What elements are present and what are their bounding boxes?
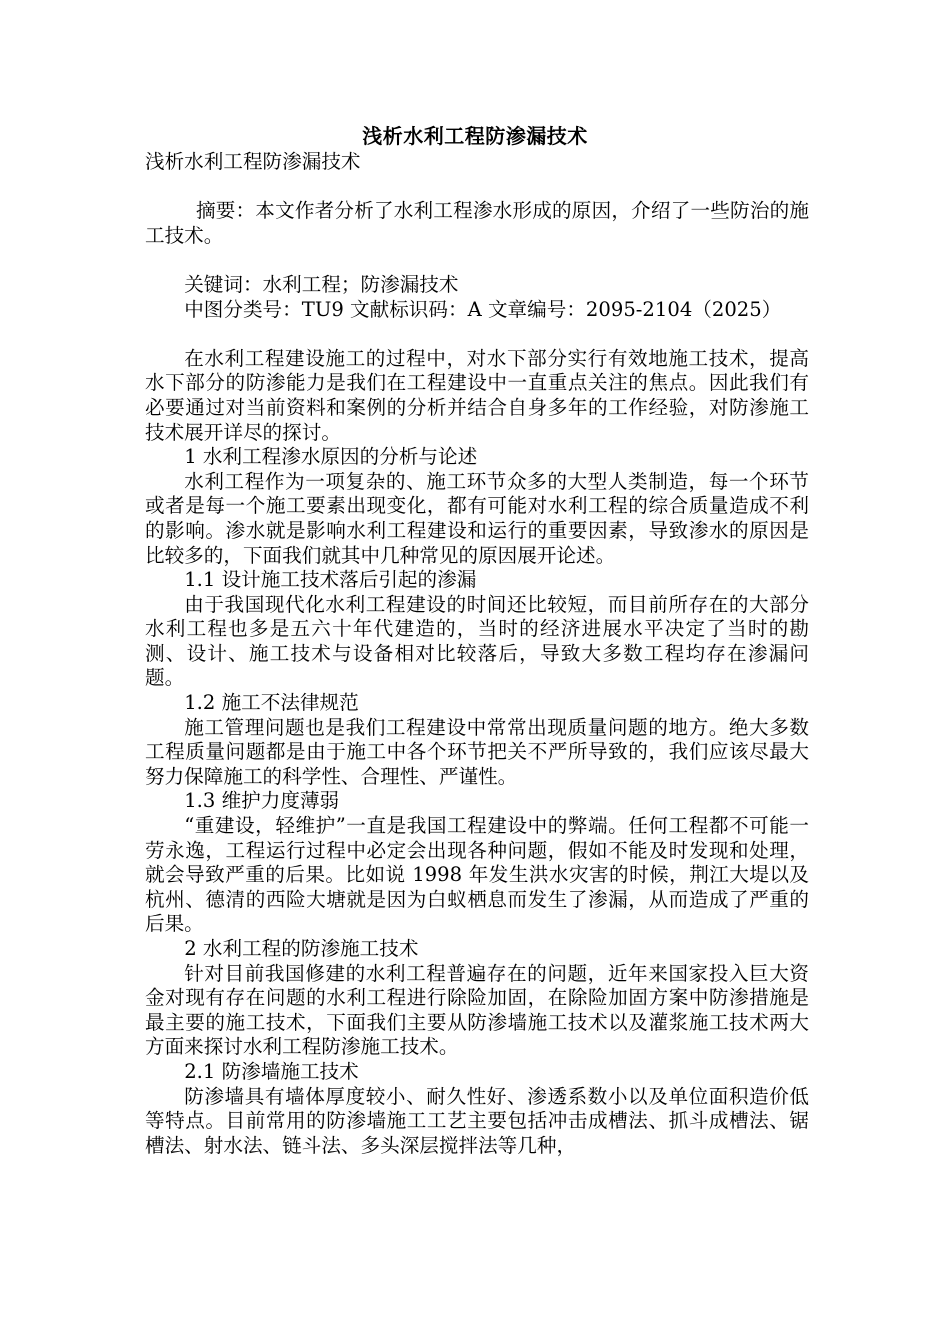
document-title: 浅析水利工程防渗漏技术 (362, 124, 588, 148)
blank-line (145, 175, 809, 200)
classification: 中图分类号：TU9 文献标识码：A 文章编号：2095-2104（2025） (184, 297, 782, 321)
keywords: 关键词：水利工程；防渗漏技术 (184, 272, 459, 296)
paragraph: 水利工程作为一项复杂的、施工环节众多的大型人类制造，每一个环节或者是每一个施工要素出现变化，都有可能对水利工程的综合质量造成不利的影响。渗水就是影响水利工程建设和运行的重要因素，导致渗水的原因是比较多的，下面我们就其中几种常见的原因展开论述。 (145, 469, 809, 567)
paragraph: “重建设，轻维护”一直是我国工程建设中的弊端。任何工程都不可能一劳永逸，工程运行过程中必定会出现各种问题，假如不能及时发现和处理，就会导致严重的后果。比如说 1998 年发生洪水灾害的时候，荆江大堤以及杭州、德清的西险大塘就是因为白蚁栖息而发生了渗漏，从而造成了严重的后果。 (145, 814, 809, 936)
paragraph-intro: 在水利工程建设施工的过程中，对水下部分实行有效地施工技术，提高水下部分的防渗能力是我们在工程建设中一直重点关注的焦点。因此我们有必要通过对当前资料和案例的分析并结合自身多年的工作经验，对防渗施工技术展开详尽的探讨。 (145, 346, 809, 444)
section-heading-2: 2 水利工程的防渗施工技术 (184, 937, 419, 960)
document-body (145, 150, 809, 1158)
paragraph: 施工管理问题也是我们工程建设中常常出现质量问题的地方。绝大多数工程质量问题都是由于施工中各个环节把关不严所导致的，我们应该尽最大努力保障施工的科学性、合理性、严谨性。 (145, 715, 809, 788)
subsection-heading-1-2: 1.2 施工不法律规范 (184, 691, 359, 715)
paragraph: 由于我国现代化水利工程建设的时间还比较短，而目前所存在的大部分水利工程也多是五六十年代建造的，当时的经济进展水平决定了当时的勘测、设计、施工技术与设备相对比较落后，导致大多数工程均存在渗漏问题。 (145, 592, 809, 690)
subsection-heading-2-1: 2.1 防渗墙施工技术 (184, 1059, 359, 1083)
blank-line (145, 248, 809, 273)
subsection-heading-1-1: 1.1 设计施工技术落后引起的渗漏 (184, 568, 477, 592)
section-heading-1: 1 水利工程渗水原因的分析与论述 (184, 445, 478, 469)
paragraph: 防渗墙具有墙体厚度较小、耐久性好、渗透系数小以及单位面积造价低等特点。目前常用的防渗墙施工工艺主要包括冲击成槽法、抓斗成槽法、锯槽法、射水法、链斗法、多头深层搅拌法等几种， (145, 1084, 809, 1157)
subsection-heading-1-3: 1.3 维护力度薄弱 (184, 789, 340, 813)
document-subtitle: 浅析水利工程防渗漏技术 (145, 150, 361, 173)
paragraph: 针对目前我国修建的水利工程普遍存在的问题，近年来国家投入巨大资金对现有存在问题的水利工程进行除险加固，在除险加固方案中防渗措施是最主要的施工技术，下面我们主要从防渗墙施工技术以及灌浆施工技术两大方面来探讨水利工程防渗施工技术。 (145, 961, 809, 1059)
abstract: 摘要：本文作者分析了水利工程渗水形成的原因，介绍了一些防治的施工技术。 (145, 199, 809, 247)
blank-line (145, 322, 809, 347)
